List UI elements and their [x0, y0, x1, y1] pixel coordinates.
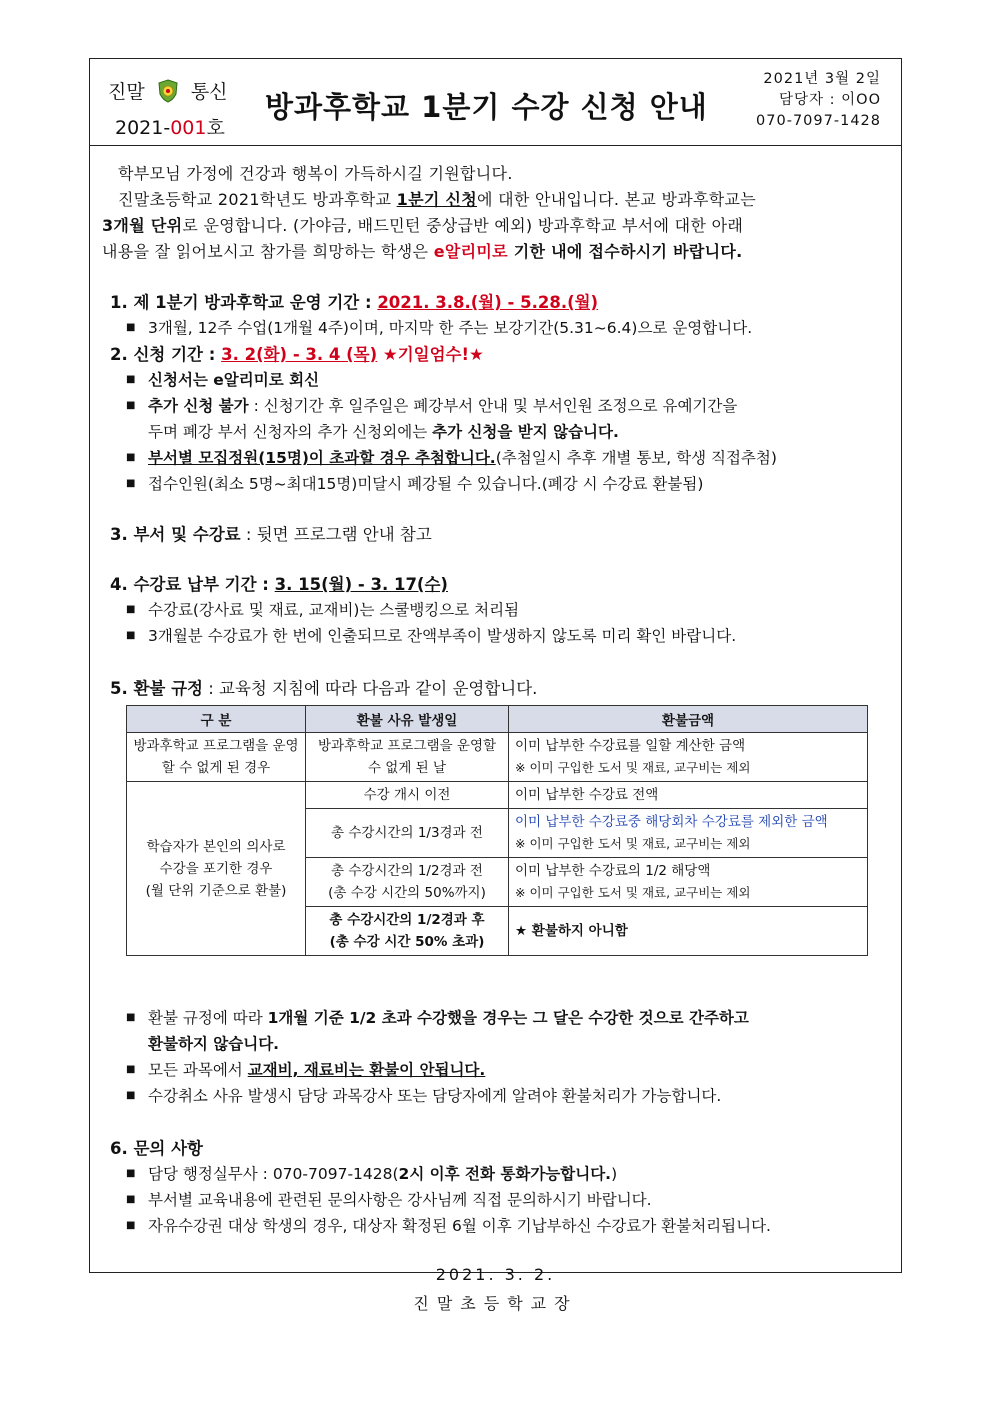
section-6-title: 6. 문의 사항 — [110, 1139, 203, 1158]
list-item: ■ 수강취소 사유 발생시 담당 과목강사 또는 담당자에게 알려야 환불처리가 가능합니다. — [126, 1083, 896, 1109]
badge-right-text: 통신 — [190, 81, 228, 103]
section-2-title: 2. 신청 기간 : 3. 2(화) - 3. 4 (목) ★기일엄수!★ — [110, 345, 484, 364]
document-frame — [89, 58, 902, 1313]
table-header: 환불 사유 발생일 — [306, 706, 509, 733]
list-item: ■ 자유수강권 대상 학생의 경우, 대상자 확정된 6월 이후 기납부하신 수강료가 환불처리됩니다. — [126, 1213, 896, 1239]
footer-signer: 진말초등학교장 — [413, 1294, 578, 1313]
table-header: 구 분 — [127, 706, 306, 733]
list-item: ■ 환불 규정에 따라 1개월 기준 1/2 초과 수강했을 경우는 그 달은 수강한 것으로 간주하고 환불하지 않습니다. — [126, 1005, 896, 1057]
list-item: ■ 모든 과목에서 교재비, 재료비는 환불이 안됩니다. — [126, 1057, 896, 1083]
list-item: ■ 부서별 교육내용에 관련된 문의사항은 강사님께 직접 문의하시기 바랍니다. — [126, 1187, 896, 1213]
list-item: ■ 추가 신청 불가 : 신청기간 후 일주일은 폐강부서 안내 및 부서인원 조정으로 유예기간을 두며 폐강 부서 신청자의 추가 신청외에는 추가 신청을 받지 않습니다. — [126, 393, 896, 445]
section-5-title: 5. 환불 규정 : 교육청 지침에 따라 다음과 같이 운영합니다. — [110, 679, 538, 698]
table-row: 방과후학교 프로그램을 운영할 수 없게 된 경우 방과후학교 프로그램을 운영할 수 없게 된 날 이미 납부한 수강료를 일할 계산한 금액 ※ 이미 구입한 도서 및 재료, 교구비는 제외 — [127, 733, 868, 782]
table-row: 총 수강시간의 1/2경과 전 (총 수강 시간의 50%까지) 이미 납부한 수강료의 1/2 해당액 ※ 이미 구입한 도서 및 재료, 교구비는 제외 — [127, 858, 868, 907]
intro-paragraph: 학부모님 가정에 건강과 행복이 가득하시길 기원합니다. 진말초등학교 2021학년도 방과후학교 1분기 신청에 대한 안내입니다. 본교 방과후학교는 3개월 단위로 운영합니다. (가야금, 배드민턴 중상급반 예외) 방과후학교 부서에 대한 아래 내용을 잘 읽어보시고 참가를 희망하는 학생은 e알리미로 기한 내에 접수하시기 바랍니다. — [102, 164, 757, 261]
list-item: ■ 수강료(강사료 및 재료, 교재비)는 스쿨뱅킹으로 처리됨 — [126, 597, 896, 623]
list-item: ■ 신청서는 e알리미로 회신 — [126, 367, 896, 393]
table-row: 총 수강시간의 1/2경과 후 (총 수강 시간 50% 초과) ★ 환불하지 아니함 — [127, 907, 868, 956]
table-row: 학습자가 본인의 의사로 수강을 포기한 경우 (월 단위 기준으로 환불) 수강 개시 이전 이미 납부한 수강료 전액 — [127, 782, 868, 809]
section-1-title: 1. 제 1분기 방과후학교 운영 기간 : 2021. 3.8.(월) - 5.28.(월) — [110, 293, 599, 312]
list-item: ■ 3개월, 12주 수업(1개월 4주)이며, 마지막 한 주는 보강기간(5.31~6.4)으로 운영합니다. — [126, 315, 896, 341]
newsletter-badge — [90, 59, 242, 145]
list-item: ■ 담당 행정실무사 : 070-7097-1428(2시 이후 전화 통화가능합니다.) — [126, 1161, 896, 1187]
page-title: 방과후학교 1분기 수강 신청 안내 — [265, 90, 708, 124]
list-item: ■ 3개월분 수강료가 한 번에 인출되므로 잔액부족이 발생하지 않도록 미리 확인 바랍니다. — [126, 623, 896, 649]
refund-table — [126, 705, 868, 956]
table-row: 총 수강시간의 1/3경과 전 이미 납부한 수강료중 해당회차 수강료를 제외한 금액 ※ 이미 구입한 도서 및 재료, 교구비는 제외 — [127, 809, 868, 858]
header-info — [756, 69, 881, 132]
header — [90, 59, 901, 146]
contact-phone: 070-7097-1428 — [756, 113, 881, 129]
section-4-title: 4. 수강료 납부 기간 : 3. 15(월) - 3. 17(수) — [110, 575, 448, 594]
list-item: ■ 부서별 모집정원(15명)이 초과할 경우 추첨합니다.(추첨일시 추후 개별 통보, 학생 직접추첨) — [126, 445, 896, 471]
table-header: 환불금액 — [509, 706, 868, 733]
contact-person: 담당자 : 이OO — [779, 92, 881, 108]
issue-number: 2021-001호 — [115, 117, 225, 139]
issue-date: 2021년 3월 2일 — [763, 71, 881, 87]
footer-date: 2021. 3. 2. — [435, 1265, 556, 1284]
section-3-title: 3. 부서 및 수강료 : 뒷면 프로그램 안내 참고 — [110, 525, 432, 544]
badge-left-text: 진말 — [108, 81, 145, 103]
school-emblem-icon — [157, 79, 179, 103]
list-item: ■ 접수인원(최소 5명~최대15명)미달시 폐강될 수 있습니다.(폐강 시 수강료 환불됨) — [126, 471, 896, 497]
